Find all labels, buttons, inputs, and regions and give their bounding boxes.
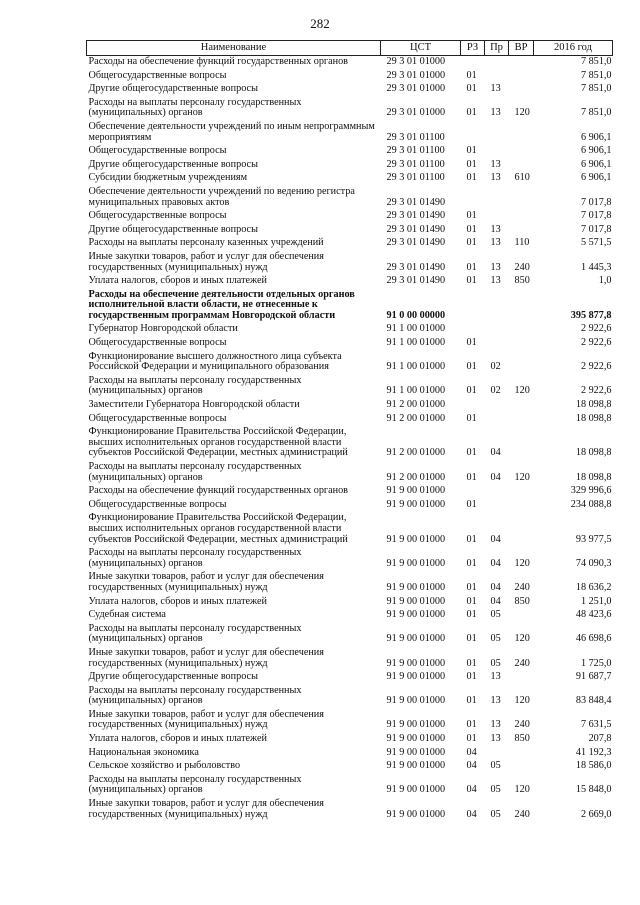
- row-amount: 1 725,0: [580, 657, 612, 669]
- row-name: Другие общегосударственные вопросы: [88, 158, 258, 170]
- row-cst: 91 9 00 01000: [386, 533, 446, 545]
- row-cst: 29 3 01 01000: [386, 83, 446, 95]
- table-row: [87, 97, 613, 121]
- row-cst: 29 3 01 01100: [386, 145, 445, 157]
- row-cst: 29 3 01 01490: [386, 261, 446, 273]
- row-cst: 91 9 00 01000: [386, 808, 446, 820]
- row-name: Расходы на выплаты персоналу государственных (муниципальных) органов: [88, 773, 302, 796]
- row-vr: [509, 145, 534, 159]
- row-amount: 7 851,0: [580, 83, 612, 95]
- budget-table: [86, 40, 613, 822]
- row-rz: 01: [466, 107, 477, 119]
- row-cst: 91 1 00 01000: [386, 323, 446, 335]
- row-amount: 2 922,6: [580, 323, 612, 335]
- row-pr: 05: [490, 657, 501, 669]
- row-amount: 207,8: [588, 733, 612, 745]
- row-cst: 91 1 00 01000: [386, 361, 446, 373]
- row-cst: 29 3 01 01100: [386, 158, 445, 170]
- row-name: Заместители Губернатора Новгородской области: [88, 399, 300, 411]
- row-amount: 2 922,6: [580, 385, 612, 397]
- row-vr: 120: [514, 695, 530, 707]
- row-cst: 91 9 00 01000: [386, 595, 446, 607]
- row-pr: 13: [490, 223, 501, 235]
- row-amount: 1 251,0: [580, 595, 612, 607]
- row-cst: 91 9 00 01000: [386, 498, 446, 510]
- row-amount: 1 445,3: [580, 261, 612, 273]
- row-name: Общегосударственные вопросы: [88, 337, 227, 349]
- row-rz: 01: [466, 237, 477, 249]
- table-row: [87, 224, 613, 238]
- row-amount: 7 851,0: [580, 69, 612, 81]
- row-pr: 13: [490, 671, 501, 683]
- row-name: Расходы на выплаты персоналу государственных (муниципальных) органов: [88, 461, 302, 483]
- row-amount: 395 877,8: [570, 309, 612, 321]
- row-cst: 91 9 00 01000: [386, 557, 446, 569]
- row-pr: 04: [490, 595, 501, 607]
- table-row: [87, 547, 613, 571]
- row-name: Расходы на выплаты персоналу казенных учреждений: [88, 237, 324, 249]
- row-vr: 240: [514, 261, 530, 273]
- row-vr: 120: [514, 107, 530, 119]
- row-name: Судебная система: [88, 609, 166, 621]
- row-vr: [509, 56, 534, 70]
- row-vr: 110: [514, 237, 530, 249]
- table-row: [87, 571, 613, 595]
- row-rz: 01: [466, 657, 477, 669]
- row-vr: 850: [514, 275, 530, 287]
- table-row: [87, 426, 613, 461]
- row-pr: [485, 70, 509, 84]
- table-row: [87, 159, 613, 173]
- row-pr: [485, 499, 509, 513]
- row-rz: 01: [466, 172, 477, 184]
- row-cst: 29 3 01 01490: [386, 275, 446, 287]
- row-vr: [509, 609, 534, 623]
- row-vr: 240: [514, 719, 530, 731]
- row-name: Расходы на выплаты персоналу государственных (муниципальных) органов: [88, 374, 302, 397]
- row-rz: 04: [466, 760, 477, 772]
- row-name: Расходы на обеспечение функций государственных органов: [88, 485, 348, 497]
- row-amount: 7 017,8: [580, 196, 612, 208]
- row-rz: 01: [466, 210, 477, 222]
- row-name: Функционирование высшего должностного лица субъекта Российской Федерации и муниципального образования: [88, 350, 342, 373]
- row-amount: 46 698,6: [575, 633, 612, 645]
- row-cst: 91 9 00 01000: [386, 695, 446, 707]
- header-vr: ВР: [509, 41, 534, 56]
- row-rz: [461, 56, 485, 70]
- table-row: [87, 289, 613, 324]
- row-rz: 01: [466, 412, 477, 424]
- table-row: [87, 351, 613, 375]
- row-rz: 01: [466, 609, 477, 621]
- row-rz: 04: [466, 746, 477, 758]
- row-name: Уплата налогов, сборов и иных платежей: [88, 733, 267, 745]
- row-amount: 18 636,2: [575, 581, 612, 593]
- row-amount: 18 098,8: [575, 447, 612, 459]
- row-pr: 13: [490, 237, 501, 249]
- row-vr: [509, 351, 534, 375]
- row-rz: 01: [466, 69, 477, 81]
- row-rz: [461, 186, 485, 210]
- row-vr: [509, 760, 534, 774]
- row-amount: 234 088,8: [570, 498, 612, 510]
- row-cst: 29 3 01 01490: [386, 196, 446, 208]
- row-name: Иные закупки товаров, работ и услуг для обеспечения государственных (муниципальных) нужд: [88, 571, 324, 593]
- row-name: Другие общегосударственные вопросы: [88, 83, 258, 95]
- row-vr: 240: [514, 808, 530, 820]
- row-vr: [509, 399, 534, 413]
- table-row: [87, 596, 613, 610]
- row-amount: 18 098,8: [575, 399, 612, 411]
- row-cst: 29 3 01 01000: [386, 107, 446, 119]
- row-vr: [509, 485, 534, 499]
- row-name: Иные закупки товаров, работ и услуг для обеспечения государственных (муниципальных) нужд: [88, 646, 324, 669]
- row-cst: 29 3 01 01490: [386, 237, 446, 249]
- row-name: Губернатор Новгородской области: [88, 323, 238, 335]
- row-rz: 04: [466, 784, 477, 796]
- row-cst: 29 3 01 01100: [386, 172, 445, 184]
- table-body: [87, 56, 613, 823]
- row-rz: 01: [466, 275, 477, 287]
- table-header-row: [87, 41, 613, 56]
- row-pr: 13: [490, 83, 501, 95]
- row-rz: 01: [466, 581, 477, 593]
- row-vr: 120: [514, 385, 530, 397]
- row-rz: [461, 323, 485, 337]
- table-row: [87, 413, 613, 427]
- row-amount: 74 090,3: [575, 557, 612, 569]
- row-vr: 610: [514, 172, 530, 184]
- row-amount: 6 906,1: [580, 172, 612, 184]
- row-pr: 13: [490, 719, 501, 731]
- row-pr: [485, 121, 509, 145]
- row-amount: 6 906,1: [580, 158, 612, 170]
- row-pr: [485, 323, 509, 337]
- row-cst: 29 3 01 01100: [386, 131, 445, 143]
- row-pr: 13: [490, 172, 501, 184]
- row-amount: 7 851,0: [580, 107, 612, 119]
- row-cst: 91 9 00 01000: [386, 719, 446, 731]
- row-pr: 04: [490, 447, 501, 459]
- row-vr: [509, 426, 534, 461]
- row-rz: 01: [466, 261, 477, 273]
- row-amount: 5 571,5: [580, 237, 612, 249]
- table-row: [87, 83, 613, 97]
- row-name: Расходы на выплаты персоналу государственных (муниципальных) органов: [88, 96, 302, 119]
- row-amount: 2 922,6: [580, 337, 612, 349]
- row-name: Другие общегосударственные вопросы: [88, 671, 258, 683]
- row-cst: 29 3 01 01000: [386, 69, 446, 81]
- row-cst: 91 2 00 01000: [386, 399, 446, 411]
- row-rz: 01: [466, 145, 477, 157]
- row-amount: 1,0: [598, 275, 612, 287]
- row-vr: [509, 224, 534, 238]
- row-rz: 01: [466, 733, 477, 745]
- row-vr: 120: [514, 557, 530, 569]
- row-cst: 91 9 00 01000: [386, 581, 446, 593]
- row-cst: 91 9 00 01000: [386, 760, 446, 772]
- table-row: [87, 461, 613, 485]
- row-vr: [509, 121, 534, 145]
- table-row: [87, 609, 613, 623]
- table-row: [87, 671, 613, 685]
- row-amount: 329 996,6: [570, 485, 612, 497]
- row-amount: 6 906,1: [580, 131, 612, 143]
- row-cst: 91 9 00 01000: [386, 746, 446, 758]
- row-amount: 15 848,0: [575, 784, 612, 796]
- header-rz: РЗ: [461, 41, 485, 56]
- header-year: 2016 год: [534, 41, 613, 56]
- row-name: Субсидии бюджетным учреждениям: [88, 172, 248, 184]
- table-row: [87, 323, 613, 337]
- row-vr: [509, 337, 534, 351]
- row-pr: 05: [490, 760, 501, 772]
- row-pr: [485, 485, 509, 499]
- row-cst: 91 2 00 01000: [386, 412, 446, 424]
- row-amount: 48 423,6: [575, 609, 612, 621]
- row-pr: 05: [490, 784, 501, 796]
- row-pr: [485, 399, 509, 413]
- row-pr: [485, 186, 509, 210]
- table-row: [87, 275, 613, 289]
- row-vr: 120: [514, 784, 530, 796]
- row-amount: 18 586,0: [575, 760, 612, 772]
- row-name: Расходы на выплаты персоналу государственных (муниципальных) органов: [88, 684, 302, 707]
- row-pr: 02: [490, 385, 501, 397]
- row-rz: 01: [466, 557, 477, 569]
- row-amount: 2 669,0: [580, 808, 612, 820]
- row-name: Уплата налогов, сборов и иных платежей: [88, 595, 267, 607]
- row-pr: [485, 145, 509, 159]
- row-rz: [461, 485, 485, 499]
- row-pr: 13: [490, 107, 501, 119]
- table-row: [87, 798, 613, 822]
- table-row: [87, 733, 613, 747]
- table-row: [87, 760, 613, 774]
- row-pr: [485, 747, 509, 761]
- row-rz: 01: [466, 385, 477, 397]
- table-row: [87, 399, 613, 413]
- row-name: Другие общегосударственные вопросы: [88, 223, 258, 235]
- row-cst: 29 3 01 01490: [386, 223, 446, 235]
- row-rz: 04: [466, 808, 477, 820]
- row-pr: [485, 413, 509, 427]
- row-cst: 91 0 00 00000: [386, 309, 446, 321]
- row-cst: 91 1 00 01000: [386, 385, 446, 397]
- row-cst: 91 2 00 01000: [386, 471, 446, 483]
- row-rz: [461, 121, 485, 145]
- row-vr: 240: [514, 581, 530, 593]
- row-rz: 01: [466, 471, 477, 483]
- table-row: [87, 251, 613, 275]
- row-rz: 01: [466, 223, 477, 235]
- row-name: Расходы на обеспечение деятельности отдельных органов исполнительной власти области, не отнесенные к государственным программам Новгородской области: [88, 288, 355, 321]
- row-rz: 01: [466, 83, 477, 95]
- table-row: [87, 623, 613, 647]
- row-name: Расходы на выплаты персоналу государственных (муниципальных) органов: [88, 622, 302, 645]
- table-row: [87, 375, 613, 399]
- row-rz: 01: [466, 533, 477, 545]
- row-pr: 13: [490, 275, 501, 287]
- row-name: Уплата налогов, сборов и иных платежей: [88, 275, 267, 287]
- row-rz: 01: [466, 498, 477, 510]
- row-name: Общегосударственные вопросы: [88, 69, 227, 81]
- row-pr: 13: [490, 261, 501, 273]
- row-cst: 91 9 00 01000: [386, 633, 446, 645]
- row-amount: 7 017,8: [580, 223, 612, 235]
- row-rz: 01: [466, 337, 477, 349]
- row-vr: [509, 159, 534, 173]
- row-rz: [461, 399, 485, 413]
- row-cst: 91 9 00 01000: [386, 671, 446, 683]
- row-pr: 05: [490, 633, 501, 645]
- table-row: [87, 709, 613, 733]
- row-name: Расходы на обеспечение функций государственных органов: [88, 56, 348, 67]
- table-row: [87, 685, 613, 709]
- row-amount: 83 848,4: [575, 695, 612, 707]
- row-amount: 7 631,5: [580, 719, 612, 731]
- table-row: [87, 512, 613, 547]
- row-amount: 41 192,3: [575, 746, 612, 758]
- row-vr: 120: [514, 471, 530, 483]
- row-cst: 91 9 00 01000: [386, 733, 446, 745]
- header-pr: Пр: [485, 41, 509, 56]
- table-row: [87, 70, 613, 84]
- row-name: Сельское хозяйство и рыболовство: [88, 760, 241, 772]
- row-vr: [509, 671, 534, 685]
- row-vr: 850: [514, 733, 530, 745]
- row-name: Общегосударственные вопросы: [88, 210, 227, 222]
- row-cst: 29 3 01 01490: [386, 210, 446, 222]
- row-amount: 7 017,8: [580, 210, 612, 222]
- row-cst: 91 9 00 01000: [386, 485, 446, 497]
- row-cst: 91 2 00 01000: [386, 447, 446, 459]
- table-row: [87, 210, 613, 224]
- table-row: [87, 186, 613, 210]
- row-amount: 2 922,6: [580, 361, 612, 373]
- row-rz: 01: [466, 719, 477, 731]
- row-pr: 04: [490, 471, 501, 483]
- table-row: [87, 485, 613, 499]
- table-row: [87, 747, 613, 761]
- row-rz: 01: [466, 671, 477, 683]
- row-amount: 93 977,5: [575, 533, 612, 545]
- table-row: [87, 237, 613, 251]
- row-name: Иные закупки товаров, работ и услуг для обеспечения государственных (муниципальных) нужд: [88, 708, 324, 731]
- row-vr: 850: [514, 595, 530, 607]
- row-cst: 91 9 00 01000: [386, 657, 446, 669]
- row-pr: [485, 56, 509, 70]
- row-amount: 91 687,7: [575, 671, 612, 683]
- row-rz: 01: [466, 361, 477, 373]
- row-name: Функционирование Правительства Российской Федерации, высших исполнительных органов государственной власти субъектов Российской Федерации, местных администраций: [88, 426, 348, 459]
- row-name: Функционирование Правительства Российской Федерации, высших исполнительных органов государственной власти субъектов Российской Федерации, местных администраций: [88, 512, 348, 545]
- row-rz: 01: [466, 595, 477, 607]
- row-vr: [509, 512, 534, 547]
- row-pr: 13: [490, 695, 501, 707]
- row-vr: [509, 289, 534, 324]
- row-vr: [509, 186, 534, 210]
- row-name: Обеспечение деятельности учреждений по ведению регистра муниципальных правовых актов: [88, 185, 355, 208]
- row-rz: 01: [466, 695, 477, 707]
- row-pr: 05: [490, 808, 501, 820]
- row-name: Национальная экономика: [88, 746, 199, 758]
- row-cst: 91 9 00 01000: [386, 609, 446, 621]
- row-pr: 13: [490, 158, 501, 170]
- header-cst: ЦСТ: [381, 41, 461, 56]
- row-pr: 04: [490, 581, 501, 593]
- row-pr: 04: [490, 557, 501, 569]
- row-vr: [509, 323, 534, 337]
- row-vr: 240: [514, 657, 530, 669]
- row-vr: [509, 210, 534, 224]
- row-pr: 05: [490, 609, 501, 621]
- row-amount: 6 906,1: [580, 145, 612, 157]
- row-pr: [485, 289, 509, 324]
- table-row: [87, 499, 613, 513]
- row-vr: [509, 83, 534, 97]
- row-name: Иные закупки товаров, работ и услуг для обеспечения государственных (муниципальных) нужд: [88, 250, 324, 273]
- row-vr: 120: [514, 633, 530, 645]
- row-pr: 02: [490, 361, 501, 373]
- table-row: [87, 774, 613, 798]
- table-row: [87, 647, 613, 671]
- table-row: [87, 56, 613, 70]
- row-vr: [509, 499, 534, 513]
- row-rz: 01: [466, 633, 477, 645]
- row-pr: 13: [490, 733, 501, 745]
- row-cst: 91 9 00 01000: [386, 784, 446, 796]
- row-rz: [461, 289, 485, 324]
- row-rz: 01: [466, 158, 477, 170]
- row-pr: 04: [490, 533, 501, 545]
- table-row: [87, 145, 613, 159]
- row-vr: [509, 747, 534, 761]
- table-row: [87, 337, 613, 351]
- row-name: Иные закупки товаров, работ и услуг для обеспечения государственных (муниципальных) нужд: [88, 798, 324, 820]
- row-rz: 01: [466, 447, 477, 459]
- row-name: Расходы на выплаты персоналу государственных (муниципальных) органов: [88, 547, 302, 569]
- table-row: [87, 121, 613, 145]
- page-number: 282: [310, 16, 330, 31]
- row-name: Общегосударственные вопросы: [88, 145, 227, 157]
- row-amount: 18 098,8: [575, 471, 612, 483]
- row-amount: 7 851,0: [580, 56, 612, 67]
- row-pr: [485, 337, 509, 351]
- row-name: Обеспечение деятельности учреждений по иным непрограммным мероприятиям: [88, 120, 375, 143]
- row-vr: [509, 413, 534, 427]
- header-name: Наименование: [87, 41, 381, 56]
- row-name: Общегосударственные вопросы: [88, 498, 227, 510]
- row-amount: 18 098,8: [575, 412, 612, 424]
- row-vr: [509, 70, 534, 84]
- row-cst: 29 3 01 01000: [386, 56, 446, 67]
- table-row: [87, 172, 613, 186]
- row-cst: 91 1 00 01000: [386, 337, 446, 349]
- row-name: Общегосударственные вопросы: [88, 412, 227, 424]
- row-pr: [485, 210, 509, 224]
